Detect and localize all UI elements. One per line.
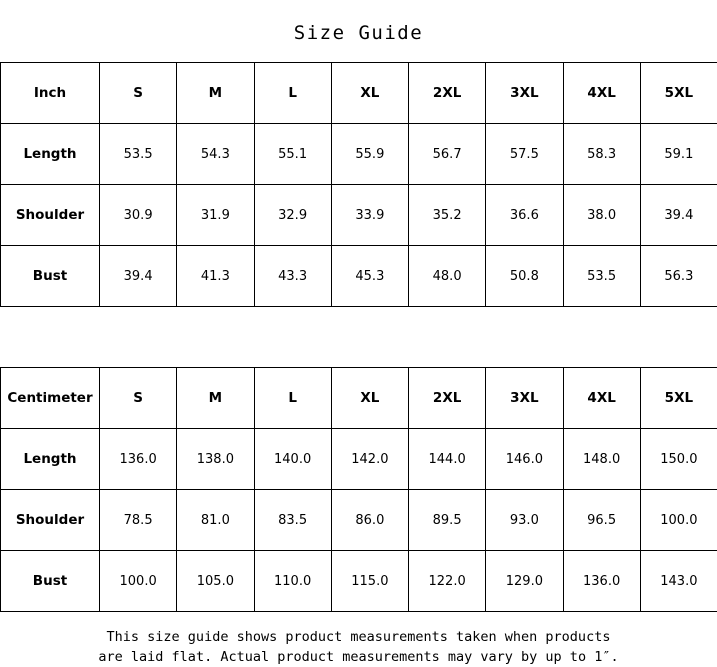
- table-separator: [0, 307, 717, 367]
- cell: 86.0: [331, 490, 408, 551]
- table-row: [1, 185, 717, 246]
- measure-label-shoulder: Shoulder: [1, 490, 100, 551]
- cell: 144.0: [409, 429, 486, 490]
- cell: 32.9: [254, 185, 331, 246]
- cell: 33.9: [331, 185, 408, 246]
- cell: 31.9: [177, 185, 254, 246]
- size-header-2xl: 2XL: [409, 63, 486, 124]
- cell: 136.0: [563, 551, 640, 612]
- table-row: [1, 551, 717, 612]
- cell: 110.0: [254, 551, 331, 612]
- table-row: [1, 246, 717, 307]
- unit-header: Centimeter: [1, 368, 100, 429]
- size-header-xl: XL: [331, 368, 408, 429]
- measure-label-length: Length: [1, 429, 100, 490]
- size-header-s: S: [100, 368, 177, 429]
- cell: 136.0: [100, 429, 177, 490]
- cell: 78.5: [100, 490, 177, 551]
- size-header-4xl: 4XL: [563, 368, 640, 429]
- size-header-m: M: [177, 63, 254, 124]
- measure-label-shoulder: Shoulder: [1, 185, 100, 246]
- size-header-l: L: [254, 63, 331, 124]
- table-header-row: [1, 63, 717, 124]
- size-header-4xl: 4XL: [563, 63, 640, 124]
- unit-header: Inch: [1, 63, 100, 124]
- cell: 39.4: [100, 246, 177, 307]
- cell: 146.0: [486, 429, 563, 490]
- cell: 53.5: [100, 124, 177, 185]
- cell: 38.0: [563, 185, 640, 246]
- table-header-row: [1, 368, 717, 429]
- cell: 35.2: [409, 185, 486, 246]
- cell: 36.6: [486, 185, 563, 246]
- cell: 56.3: [640, 246, 717, 307]
- footnote-line-1: This size guide shows product measurements taken when products: [0, 628, 717, 648]
- cell: 89.5: [409, 490, 486, 551]
- measure-label-bust: Bust: [1, 551, 100, 612]
- size-header-l: L: [254, 368, 331, 429]
- cell: 100.0: [100, 551, 177, 612]
- cell: 55.9: [331, 124, 408, 185]
- table-row: [1, 490, 717, 551]
- size-table-centimeter: [0, 367, 717, 612]
- cell: 56.7: [409, 124, 486, 185]
- cell: 150.0: [640, 429, 717, 490]
- cell: 93.0: [486, 490, 563, 551]
- size-header-2xl: 2XL: [409, 368, 486, 429]
- cell: 81.0: [177, 490, 254, 551]
- cell: 59.1: [640, 124, 717, 185]
- cell: 142.0: [331, 429, 408, 490]
- cell: 57.5: [486, 124, 563, 185]
- cell: 45.3: [331, 246, 408, 307]
- cell: 54.3: [177, 124, 254, 185]
- cell: 53.5: [563, 246, 640, 307]
- size-header-xl: XL: [331, 63, 408, 124]
- size-header-s: S: [100, 63, 177, 124]
- size-header-5xl: 5XL: [640, 368, 717, 429]
- cell: 105.0: [177, 551, 254, 612]
- footnote-line-2: are laid flat. Actual product measurements may vary by up to 1″.: [0, 648, 717, 667]
- cell: 41.3: [177, 246, 254, 307]
- cell: 48.0: [409, 246, 486, 307]
- cell: 148.0: [563, 429, 640, 490]
- footnote: [0, 612, 717, 667]
- size-header-3xl: 3XL: [486, 368, 563, 429]
- size-table-inch: [0, 62, 717, 307]
- cell: 50.8: [486, 246, 563, 307]
- page-title: Size Guide: [0, 0, 717, 62]
- size-header-3xl: 3XL: [486, 63, 563, 124]
- cell: 122.0: [409, 551, 486, 612]
- cell: 129.0: [486, 551, 563, 612]
- size-header-5xl: 5XL: [640, 63, 717, 124]
- cell: 30.9: [100, 185, 177, 246]
- cell: 43.3: [254, 246, 331, 307]
- cell: 100.0: [640, 490, 717, 551]
- cell: 58.3: [563, 124, 640, 185]
- cell: 115.0: [331, 551, 408, 612]
- table-row: [1, 124, 717, 185]
- table-row: [1, 429, 717, 490]
- cell: 83.5: [254, 490, 331, 551]
- cell: 140.0: [254, 429, 331, 490]
- size-header-m: M: [177, 368, 254, 429]
- cell: 138.0: [177, 429, 254, 490]
- measure-label-length: Length: [1, 124, 100, 185]
- cell: 39.4: [640, 185, 717, 246]
- cell: 143.0: [640, 551, 717, 612]
- cell: 96.5: [563, 490, 640, 551]
- cell: 55.1: [254, 124, 331, 185]
- measure-label-bust: Bust: [1, 246, 100, 307]
